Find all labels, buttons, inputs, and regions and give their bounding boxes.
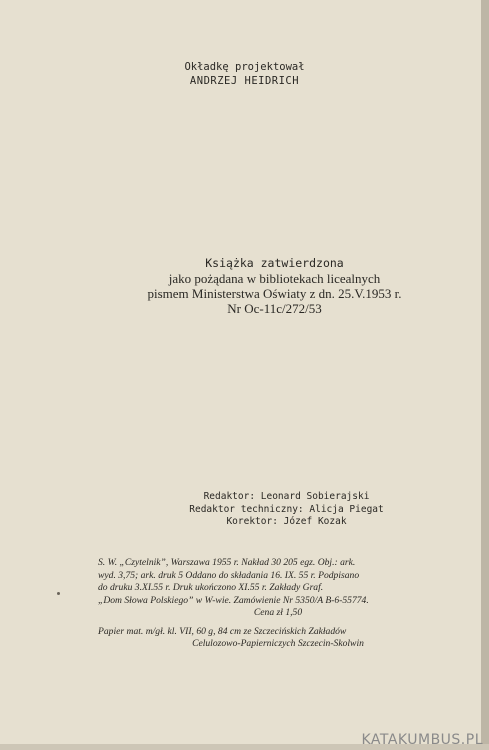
approval-line-2: jako pożądana w bibliotekach licealnych [168,271,381,286]
page-edge [481,0,489,750]
imprint-line-1: S. W. „Czytelnik”, Warszawa 1955 r. Nakład 30 205 egz. Obj.: ark. [98,557,356,568]
editor-line: Redaktor: Leonard Sobierajski [203,491,370,502]
proofreader-line: Korektor: Józef Kozak [226,516,347,527]
editorial-credits [42,491,489,529]
technical-editor-line: Redaktor techniczny: Alicja Piegat [189,503,384,515]
price-line: Cena zł 1,50 [253,607,303,618]
imprint-line-4: „Dom Słowa Polskiego” w W-wie. Zamówienie Nr 5350/A B-6-55774. [98,594,369,606]
site-watermark: KATAKUMBUS.PL [361,732,483,748]
approval-line-3: pismem Ministerstwa Oświaty z dn. 25.V.1953 r. [147,286,402,301]
cover-credit-label: Okładkę projektował [184,61,305,73]
imprint-line-7: Celulozowo-Papierniczych Szczecin-Skolwin [192,638,364,649]
imprint-line-6: Papier mat. m/gł. kl. VII, 60 g, 84 cm ze Szczecińskich Zakładów [98,625,347,637]
approval-line-4: Nr Oc-11c/272/53 [227,301,322,316]
imprint-line-3: do druku 3.XI.55 r. Druk ukończono XI.55 r. Zakłady Graf. [98,582,324,593]
printing-imprint [98,557,458,651]
imprint-line-2: wyd. 3,75; ark. druk 5 Oddano do składania 16. IX. 55 r. Podpisano [98,569,360,581]
cover-credit [0,60,489,88]
approval-line-1: Książka zatwierdzona [205,256,344,270]
paper-speck [57,592,60,595]
approval-notice [30,256,489,316]
cover-designer-name: ANDRZEJ HEIDRICH [189,75,300,87]
